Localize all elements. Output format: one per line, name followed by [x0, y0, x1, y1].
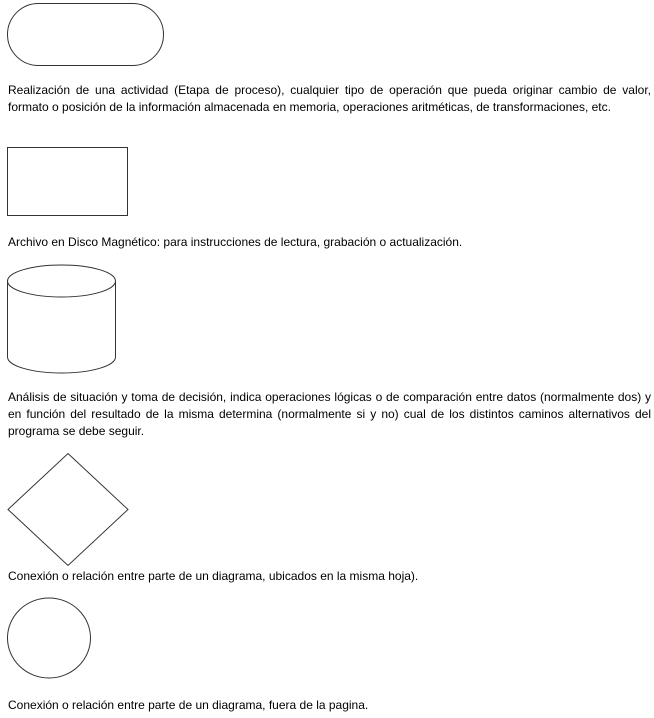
connector-description: Conexión o relación entre parte de un diagrama, ubicados en la misma hoja). [8, 569, 419, 583]
terminal-rounded-rectangle [6, 2, 166, 68]
decision-diamond [6, 452, 130, 568]
magnetic-disk-cylinder [6, 263, 118, 375]
decision-description: Análisis de situación y toma de decisión, indica operaciones lógicas o de comparación entre datos (normalmente dos) y en función del resultado de la misma determina (normalmente si y no) cual de los distintos caminos alternativos del programa se debe seguir. [8, 390, 651, 438]
magnetic-disk-description: Archivo en Disco Magnético: para instrucciones de lectura, grabación o actualización. [8, 235, 463, 249]
connector-circle [6, 597, 94, 681]
off-page-connector-description: Conexión o relación entre parte de un diagrama, fuera de la pagina. [8, 698, 369, 712]
process-description: Realización de una actividad (Etapa de proceso), cualquier tipo de operación que pueda originar cambio de valor, formato o posición de la información almacenada en memoria, operaciones aritméticas, de transformaciones, etc. [8, 83, 651, 114]
process-rectangle [6, 146, 130, 218]
